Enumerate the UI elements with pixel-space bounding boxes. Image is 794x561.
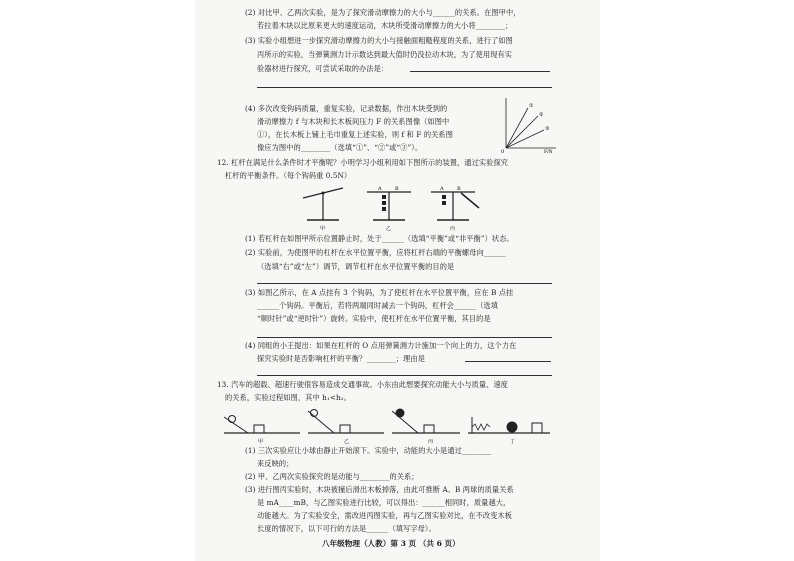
q12-part2-line2: （选填“右”或“左”）调节，调节杠杆在水平位置平衡的目的是 <box>257 262 455 271</box>
q11-part4-line2: 滑动摩擦力 f 与木块和长木板间压力 F 的关系图像（如图中 <box>257 117 450 126</box>
q11-part2-line2: 若拉着木块以比原来更大的速度运动，木块所受滑动摩擦力的大小将________； <box>257 21 513 30</box>
graph-label-2: ② <box>539 112 544 118</box>
line-3 <box>506 130 544 148</box>
svg-text:A: A <box>440 186 444 192</box>
q12-part3-line1: (3) 如图乙所示，在 A 点挂有 3 个钩码，为了使杠杆在水平位置平衡，应在 B 点挂 <box>245 288 514 297</box>
fig13-label-bing: 丙 <box>428 439 434 445</box>
q11-part3-line3: 验器材进行探究，可尝试采取的办法是： <box>257 64 389 73</box>
page-footer: 八年级物理（人教）第 3 页 （共 6 页） <box>322 539 460 548</box>
q13-stem-line1: 13. 汽车的超载、超速行驶很容易造成交通事故。小东由此想要探究动能大小与质量、速度 <box>217 380 509 389</box>
q11-part4-line3: ①），在长木板上铺上毛巾重复上述实验，则 f 和 F 的关系图 <box>257 130 453 139</box>
svg-text:A: A <box>378 186 382 192</box>
q13-stem-line2: 的关系，实验过程如图，其中 h₁<h₂。 <box>225 393 351 402</box>
answer-blank <box>257 80 552 88</box>
graph-origin: 0 <box>501 149 505 154</box>
answer-blank <box>465 354 551 362</box>
q13-part3-line2: 是 mA____mB，与乙图实验进行比较，可以得出：______相同时，质量越大， <box>257 498 511 507</box>
svg-text:B: B <box>457 186 461 192</box>
q12-part4-line2: 探究实验时是否影响杠杆的平衡？________；理由是 <box>257 354 426 363</box>
q13-part3-line3: 动能越大。为了实验安全，需改进丙图实验，再与乙图实验对比，在不改变木板 <box>257 511 513 520</box>
line-2 <box>506 116 538 148</box>
fig-label-yi: 乙 <box>386 226 392 232</box>
q11-part3-line2: 丙所示的实验，当弹簧测力计示数达到最大值时仍没拉动木块，为了使用现有实 <box>257 50 513 59</box>
friction-force-graph <box>500 96 558 154</box>
graph-label-3: ③ <box>545 126 550 132</box>
q12-part2-line1: (2) 实验前，为使图甲的杠杆在水平位置平衡，应将杠杆右端的平衡螺母向______ <box>245 248 506 257</box>
fig13-label-yi: 乙 <box>344 439 350 445</box>
line-1 <box>506 108 528 148</box>
fig13-label-jia: 甲 <box>258 439 264 445</box>
q11-part3-line1: (3) 实验小组想进一步探究滑动摩擦力的大小与接触面粗糙程度的关系，进行了如图 <box>245 36 513 45</box>
q12-part3-line3: “顺时针”或“逆时针”）旋转。实验中，使杠杆在水平位置平衡，其目的是 <box>257 314 491 323</box>
q13-part3-line4: 长度的情况下，以下可行的方法是______（填写字母）。 <box>257 524 436 533</box>
lever-figures <box>295 182 495 232</box>
svg-text:B: B <box>395 186 399 192</box>
q13-part2: (2) 甲、乙两次实验探究的是动能与________的关系； <box>245 472 419 481</box>
graph-label-1: ① <box>529 103 534 109</box>
answer-blank <box>257 368 552 376</box>
q12-part4-line1: (4) 同组的小王提出：如果在杠杆的 O 点用弹簧测力计施加一个向上的力，这个力在 <box>245 341 517 350</box>
answer-blank <box>257 276 552 284</box>
q11-part2-line1: (2) 对比甲、乙两次实验，是为了探究滑动摩擦力的大小与______的关系。在图甲中， <box>245 8 521 17</box>
exam-page <box>195 0 600 561</box>
answer-blank <box>410 64 550 72</box>
q13-part3-line1: (3) 进行图丙实验时，木块被撞后滑出木板掉落，由此可推断 A、B 两球的质量关系 <box>245 485 514 494</box>
q12-part1: (1) 若杠杆在如图甲所示位置静止时，处于______（选填“平衡”或“非平衡”）状态。 <box>245 234 514 243</box>
fig13-label-ding: 丁 <box>510 439 516 445</box>
q12-stem-line2: 杠杆的平衡条件。（每个钩码重 0.5N） <box>225 171 352 180</box>
fig-label-bing: 丙 <box>450 226 456 232</box>
q13-part1-line1: (1) 三次实验应让小球由静止开始滚下。实验中，动能的大小是通过________ <box>245 446 492 455</box>
q11-part4-line4: 像应为图中的________（选填“①”、“②”或“③”）。 <box>257 143 423 152</box>
q13-part1-line2: 来反映的； <box>257 459 294 468</box>
q11-part4-line1: (4) 多次改变钩码质量，重复实验，记录数据，作出木块受到的 <box>245 104 448 113</box>
kinetic-energy-figures <box>220 403 555 445</box>
q12-part3-line2: ______个钩码。平衡后，若将两端同时减去一个钩码，杠杆会______（选填 <box>257 301 499 310</box>
graph-xlabel: F/N <box>544 150 553 154</box>
q12-stem-line1: 12. 杠杆在满足什么条件时才平衡呢？小明学习小组利用如下图所示的装置，通过实验探究 <box>217 158 509 167</box>
answer-blank <box>257 330 552 338</box>
fig-label-jia: 甲 <box>320 226 326 232</box>
